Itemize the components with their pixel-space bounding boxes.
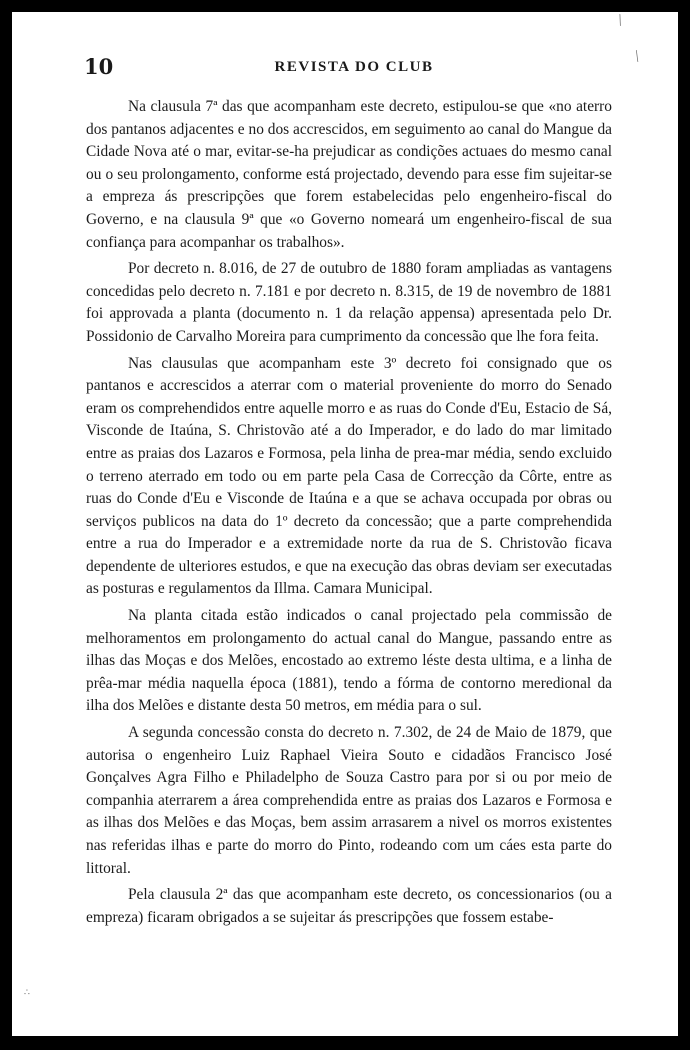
article-body	[86, 96, 612, 929]
paragraph: Na planta citada estão indicados o canal projectado pela commissão de melhoramentos em prolongamento do actual canal do Mangue, passando entre as ilhas das Moças e dos Melões, encostado ao extremo léste desta ultima, e a linha de prêa-mar média naquella época (1881), tendo a fórma de contorno meredional da ilha dos Melões e distante desta 50 metros, em média para o sul.	[86, 607, 612, 715]
scan-speck-mark: ╲	[632, 51, 641, 63]
paragraph: Pela clausula 2ª das que acompanham este decreto, os concessionarios (ou a empreza) ficaram obrigados a se sujeitar ás prescripções que fossem estabe-	[86, 886, 612, 926]
paragraph: Por decreto n. 8.016, de 27 de outubro de 1880 foram ampliadas as vantagens concedidas pelo decreto n. 7.181 e por decreto n. 8.315, de 19 de novembro de 1881 foi approvada a planta (documento n. 1 da relação appensa) apresentada pelo Dr. Possidonio de Carvalho Moreira para cumprimento da concessão que lhe fora feita.	[86, 260, 612, 345]
page-header	[84, 54, 624, 84]
scan-speck-mark: ∴	[24, 988, 30, 998]
paragraph: Nas clausulas que acompanham este 3º decreto foi consignado que os pantanos e accrescidos a aterrar com o material proveniente do morro do Senado eram os comprehendidos entre aquelle morro e as ruas do Conde d'Eu, Estacio de Sá, Visconde de Itaúna, S. Christovão até a do Imperador, e do lado do mar limitado entre as praias dos Lazaros e Formosa, pela linha de prea-mar média, sendo excluido o terreno aterrado em todo ou em parte pela Casa de Correcção da Côrte, entre as ruas do Conde d'Eu e Visconde de Itaúna e a que se achava occupada por obras ou serviços publicos na data do 1º decreto da concessão; que a parte comprehendida entre a rua do Imperador e a extremidade norte da rua de S. Christovão ficava dependente de ulteriores estudos, e que na execução das obras deviam ser executadas as posturas e regulamentos da Illma. Camara Municipal.	[86, 354, 612, 598]
page-sheet	[12, 12, 678, 1036]
scan-speck-mark: ╲	[615, 15, 625, 27]
running-title: REVISTA DO CLUB	[274, 59, 434, 75]
paragraph: A segunda concessão consta do decreto n. 7.302, de 24 de Maio de 1879, que autorisa o engenheiro Luiz Raphael Vieira Souto e cidadãos Francisco José Gonçalves Agra Filho e Philadelpho de Souza Castro para por si ou por meio de companhia aterrarem a área comprehendida entre as praias dos Lazaros e Formosa e as ilhas dos Melões e das Moças, bem assim arrasarem a nivel os morros existentes nas referidas ilhas e parte do morro do Pinto, rodeando com um cáes esta parte do littoral.	[86, 724, 612, 877]
paragraph: Na clausula 7ª das que acompanham este decreto, estipulou-se que «no aterro dos pantanos adjacentes e no dos accrescidos, em seguimento ao canal do Mangue da Cidade Nova até o mar, evitar-se-ha prejudicar as condições actuaes do mesmo canal ou o seu prolongamento, conforme está projectado, devendo para esse fim sujeitar-se a empreza ás prescripções que forem estabelecidas pelo engenheiro-fiscal do Governo, e na clausula 9ª que «o Governo nomeará um engenheiro-fiscal de sua confiança para acompanhar os trabalhos».	[86, 98, 612, 251]
page-number: 10	[84, 54, 114, 79]
